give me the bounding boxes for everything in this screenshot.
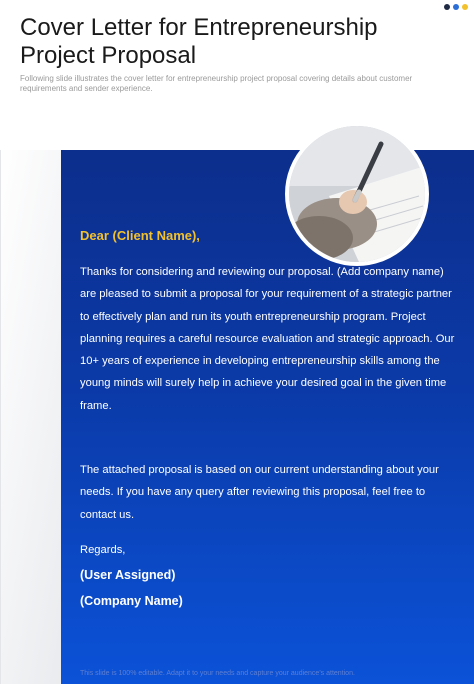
- dot-icon-1: [444, 4, 450, 10]
- letter-regards: Regards,: [80, 544, 126, 556]
- page-subtitle: Following slide illustrates the cover letter for entrepreneurship project proposal covering details about customer requirements and sender experience.: [20, 74, 413, 93]
- dot-icon-3: [462, 4, 468, 10]
- signature-company: (Company Name): [80, 594, 183, 608]
- brand-dots: [444, 4, 468, 10]
- hand-writing-photo: [285, 122, 429, 266]
- dot-icon-2: [453, 4, 459, 10]
- letter-paragraph-1: Thanks for considering and reviewing our proposal. (Add company name) are pleased to submit a proposal for your requirement of a strategic partner to effectively plan and run its youth entrepreneurship program. Project planning requires a careful resource evaluation and strategic approach. Our 10+ years of experience in developing entrepreneurship skills among the young minds will surely help in achieve your desired goal in the given time frame.: [80, 266, 455, 412]
- left-shadow-decoration: [0, 150, 62, 684]
- signature-user: (User Assigned): [80, 568, 176, 582]
- footer-note: This slide is 100% editable. Adapt it to your needs and capture your audience's attention.: [80, 670, 355, 677]
- page-title: Cover Letter for Entrepreneurship Project Proposal: [20, 14, 378, 69]
- letter-paragraph-2: The attached proposal is based on our current understanding about your needs. If you have any query after reviewing this proposal, feel free to contact us.: [80, 464, 439, 521]
- letter-salutation: Dear (Client Name),: [80, 228, 200, 243]
- photo-illustration: [289, 126, 425, 262]
